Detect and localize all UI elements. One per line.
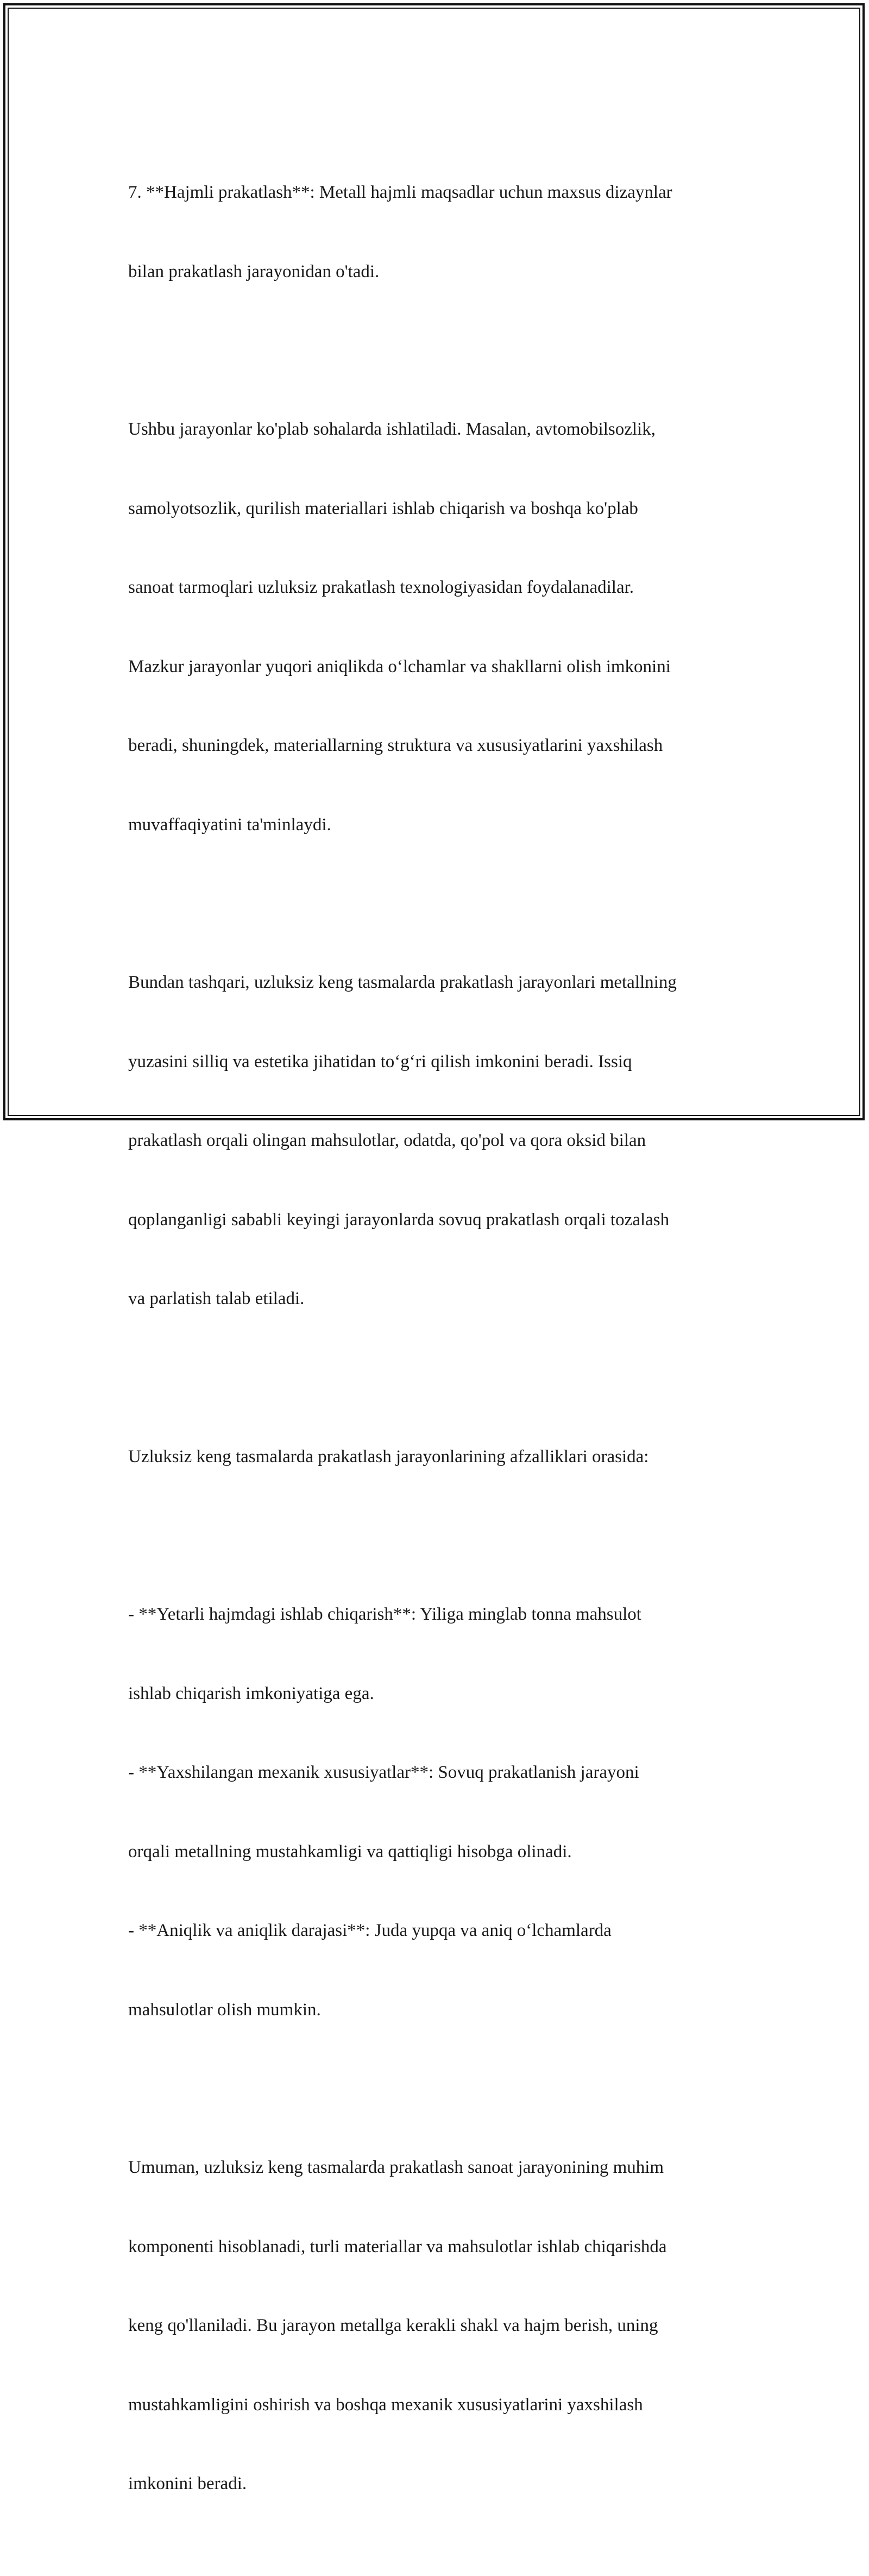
- list-item-line: - **Aniqlik va aniqlik darajasi**: Juda yupqa va aniq o‘lchamlarda: [128, 1921, 612, 1940]
- text-line: prakatlash orqali olingan mahsulotlar, odatda, qo'pol va qora oksid bilan: [128, 1131, 646, 1150]
- text-line: Umuman, uzluksiz keng tasmalarda prakatlash sanoat jarayonining muhim: [128, 2158, 664, 2177]
- text-line: 7. **Hajmli prakatlash**: Metall hajmli maqsadlar uchun maxsus dizaynlar: [128, 183, 672, 202]
- text-line: muvaffaqiyatini ta'minlaydi.: [128, 814, 331, 835]
- paragraph-hajmli-prakatlash: [128, 127, 747, 337]
- text-line: sanoat tarmoqlari uzluksiz prakatlash texnologiyasidan foydalanadilar.: [128, 578, 634, 597]
- text-line: bilan prakatlash jarayonidan o'tadi.: [128, 261, 380, 281]
- paragraph-surface-quality: [128, 917, 747, 1365]
- text-line: keng qo'llaniladi. Bu jarayon metallga kerakli shakl va hajm berish, uning: [128, 2316, 658, 2335]
- paragraph-advantages-intro: [128, 1391, 747, 1523]
- list-item-line: - **Yaxshilangan mexanik xususiyatlar**: Sovuq prakatlanish jarayoni: [128, 1763, 639, 1782]
- paragraph-conclusion: [128, 2102, 747, 2550]
- paragraph-applications: [128, 363, 747, 891]
- text-line: samolyotsozlik, qurilish materiallari ishlab chiqarish va boshqa ko'plab: [128, 498, 638, 518]
- text-line: mustahkamligini oshirish va boshqa mexanik xususiyatlarini yaxshilash: [128, 2395, 643, 2415]
- text-line: qoplanganligi sababli keyingi jarayonlarda sovuq prakatlash orqali tozalash: [128, 1209, 670, 1230]
- list-item-line: orqali metallning mustahkamligi va qattiqligi hisobga olinadi.: [128, 1841, 572, 1862]
- list-item-line: - **Yetarli hajmdagi ishlab chiqarish**: Yiliga minglab tonna mahsulot: [128, 1604, 641, 1624]
- list-item-line: ishlab chiqarish imkoniyatiga ega.: [128, 1683, 374, 1703]
- text-line: va parlatish talab etiladi.: [128, 1289, 305, 1308]
- text-line: Bundan tashqari, uzluksiz keng tasmalarda prakatlash jarayonlari metallning: [128, 973, 677, 992]
- text-line: komponenti hisoblanadi, turli materiallar va mahsulotlar ishlab chiqarishda: [128, 2236, 667, 2257]
- text-line: imkonini beradi.: [128, 2474, 247, 2493]
- document-body: [128, 127, 747, 2576]
- advantages-list: [128, 1549, 747, 2076]
- text-line: Ushbu jarayonlar ko'plab sohalarda ishlatiladi. Masalan, avtomobilsozlik,: [128, 419, 656, 439]
- text-line: yuzasini silliq va estetika jihatidan to‘g‘ri qilish imkonini beradi. Issiq: [128, 1051, 632, 1071]
- text-line: beradi, shuningdek, materiallarning struktura va xususiyatlarini yaxshilash: [128, 736, 663, 755]
- text-line: Mazkur jarayonlar yuqori aniqlikda o‘lchamlar va shakllarni olish imkonini: [128, 656, 671, 676]
- list-item-line: mahsulotlar olish mumkin.: [128, 2000, 321, 2020]
- text-line: Uzluksiz keng tasmalarda prakatlash jarayonlarining afzalliklari orasida:: [128, 1446, 649, 1466]
